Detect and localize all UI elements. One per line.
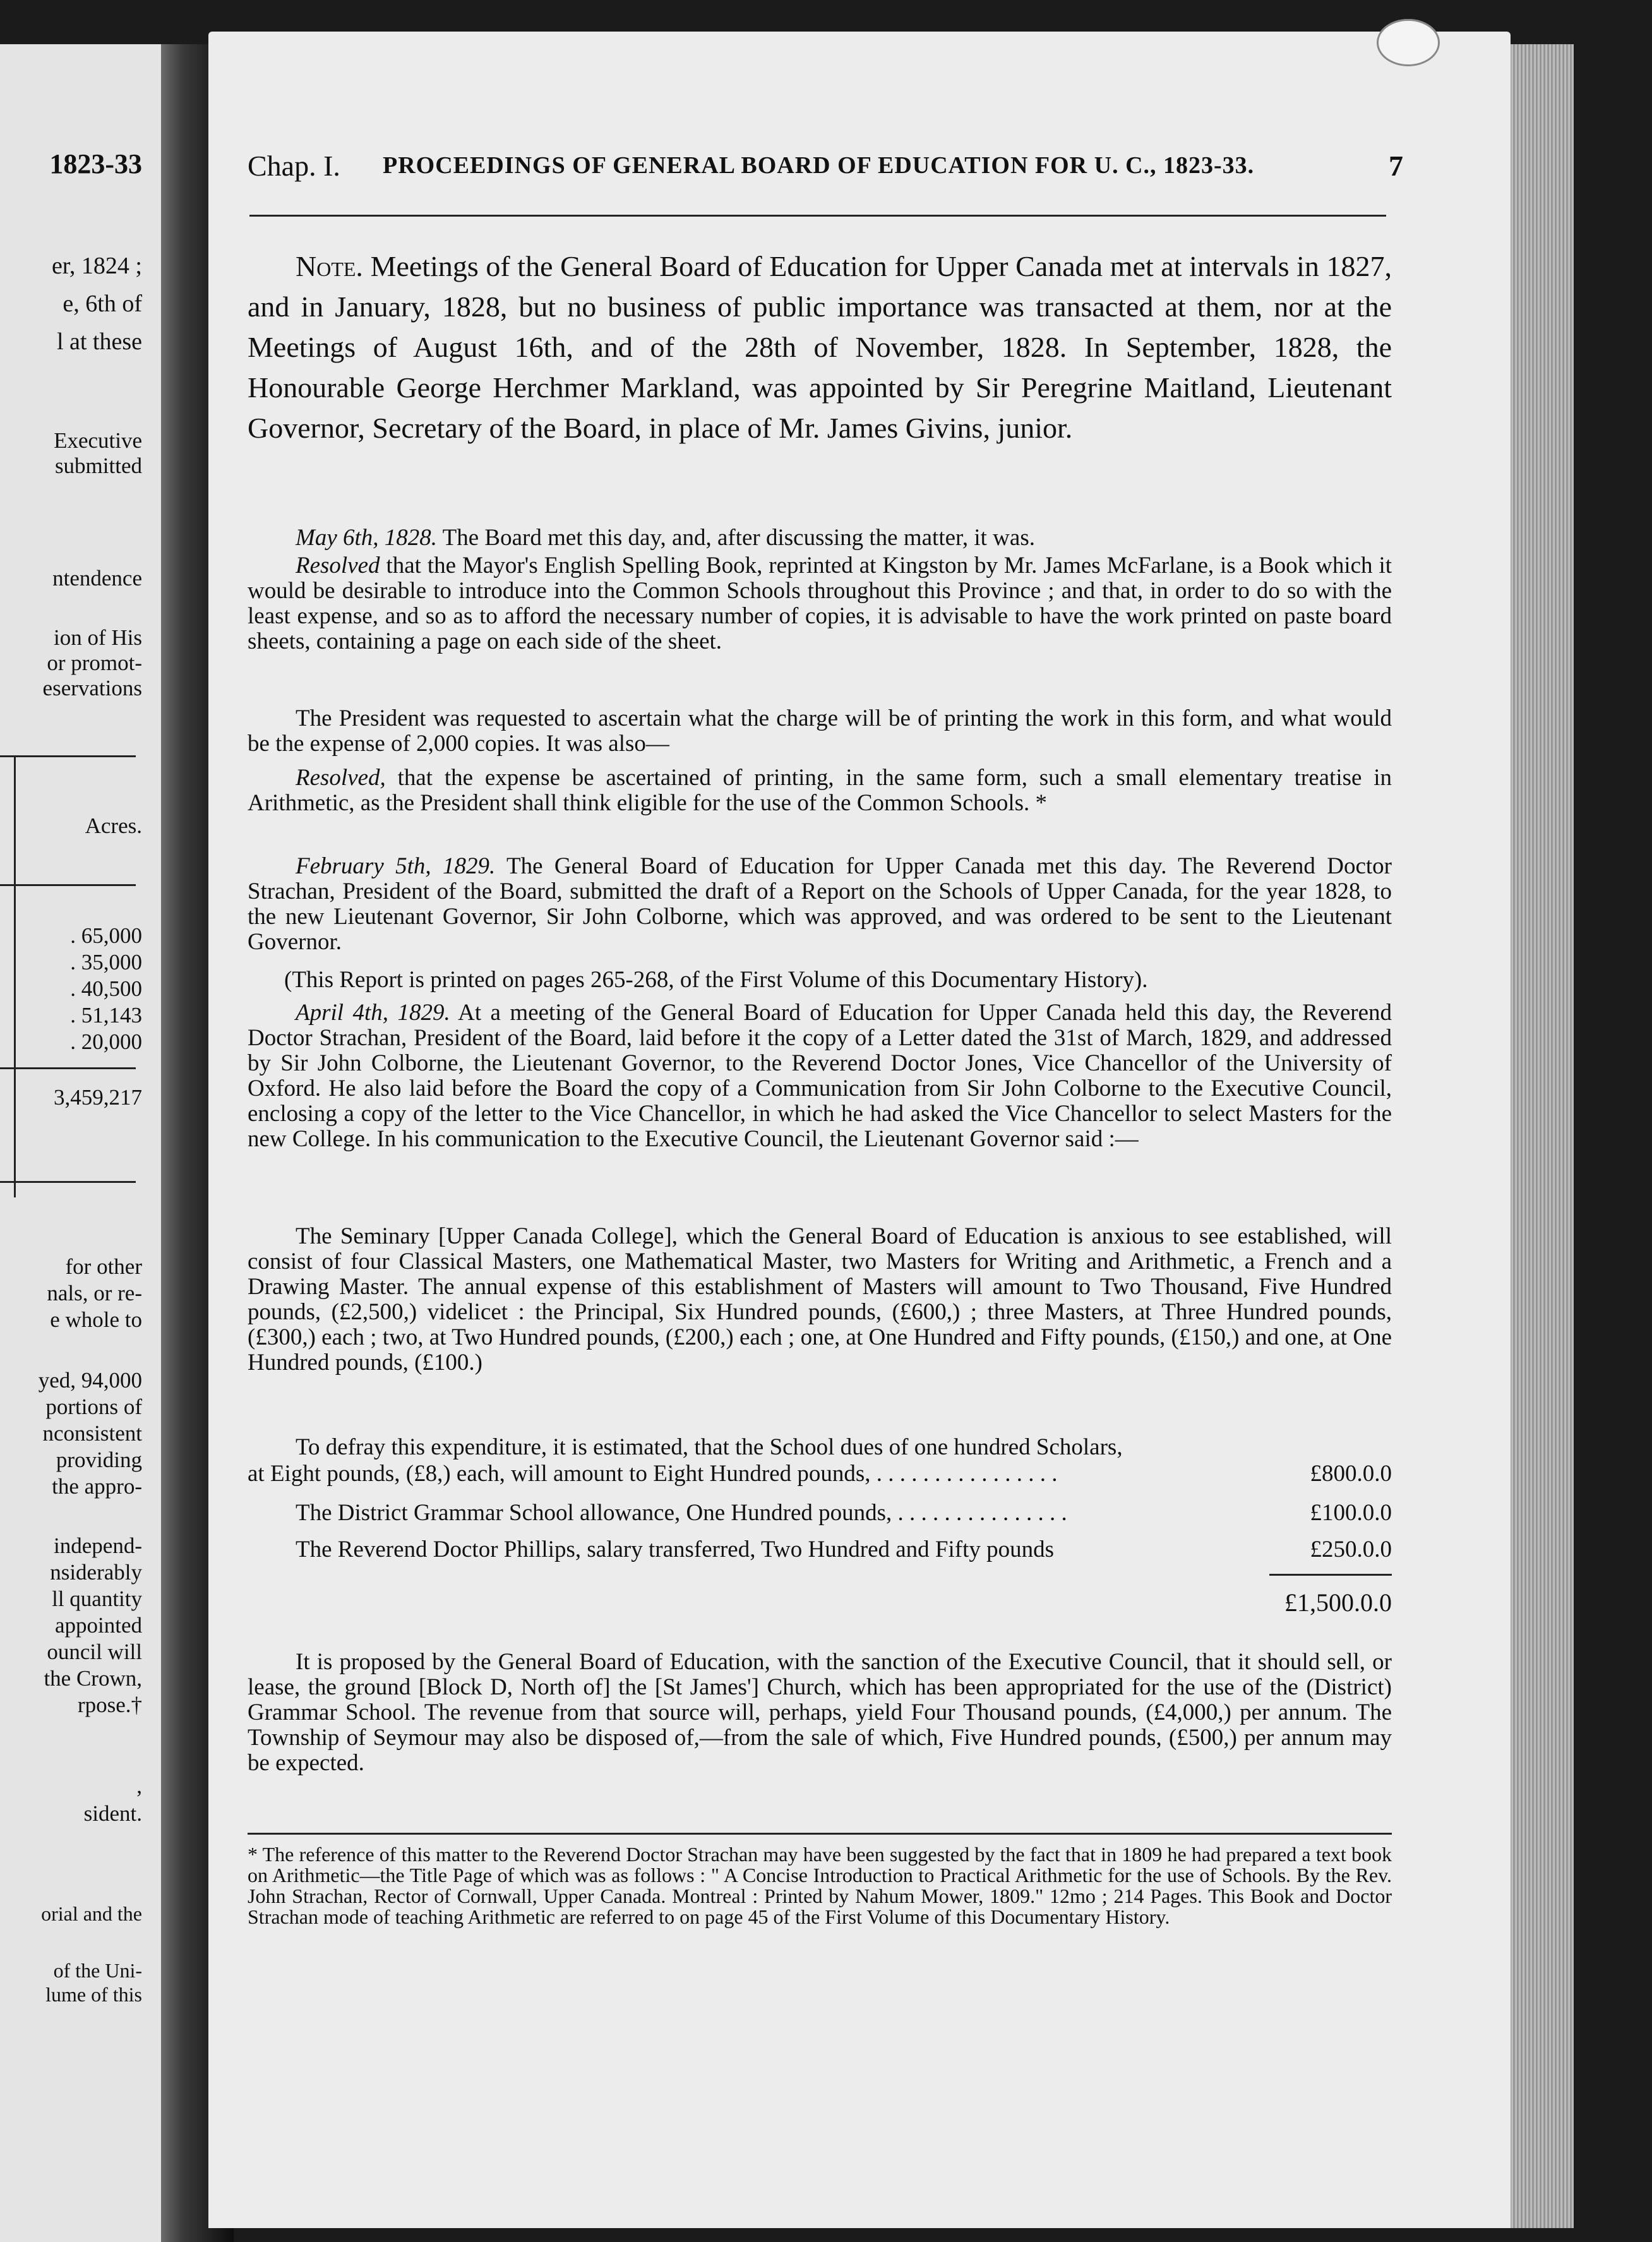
- left-page-line: l at these: [56, 328, 142, 355]
- minute-text: The General Board of Education for Upper Canada met this day. The Reverend Doctor Strachan, President of the Board, submitted the draft of a Report on the Schools of Upper Canada, for the year 1828, to the new Lieutenant Governor, Sir John Colborne, which was approved, and was ordered to be sent to the Lieutenant Governor.: [248, 853, 1392, 955]
- running-title: PROCEEDINGS OF GENERAL BOARD OF EDUCATION FOR U. C., 1823-33.: [383, 152, 1255, 179]
- left-page-line: of the Uni-: [53, 1959, 142, 1982]
- page-number: 7: [1389, 150, 1403, 182]
- proposal-paragraph: It is proposed by the General Board of Education, with the sanction of the Executive Council, that it should sell, or lease, the ground [Block D, North of] the [St James'] Church, which has been appropriated for the use of the (District) Grammar School. The revenue from that source will, perhaps, yield Four Thousand pounds, (£4,000,) per annum. The Township of Seymour may also be disposed of,—from the sale of which, Five Hundred pounds, (£500,) per annum may be expected.: [248, 1649, 1392, 1776]
- president-request-paragraph: The President was requested to ascertain what the charge will be of printing the work in this form, and what would be the expense of 2,000 copies. It was also—: [248, 705, 1392, 757]
- ledger-row: [248, 1536, 1392, 1564]
- ledger-row: [248, 1460, 1392, 1488]
- left-page-line: nsiderably: [50, 1560, 142, 1585]
- chapter-label: Chap. I.: [248, 150, 340, 182]
- left-page-line: appointed: [54, 1613, 142, 1638]
- note-paragraph: [248, 246, 1392, 448]
- ledger-amount: £100.0.0: [1310, 1500, 1392, 1526]
- left-page-line: ,: [136, 1773, 142, 1798]
- ledger-total: £1,500.0.0: [1284, 1588, 1392, 1617]
- left-page-line: e, 6th of: [63, 291, 142, 317]
- minute-feb-1829: [248, 854, 1392, 955]
- left-page-line: lume of this: [45, 1983, 142, 2006]
- footnote: * The reference of this matter to the Reverend Doctor Strachan may have been suggested by the fact that in 1809 he had prepared a text book on Arithmetic—the Title Page of which was as follows : " A Concise Introduction to Practical Arithmetic for the use of Schools. By the Rev. John Strachan, Rector of Cornwall, Upper Canada. Montreal : Printed by Nahum Mower, 1809." 12mo ; 214 Pages. This Book and Doctor Strachan mode of teaching Arithmetic are referred to on page 45 of the First Volume of this Documentary History.: [248, 1843, 1392, 1928]
- left-page-line: er, 1824 ;: [51, 253, 142, 279]
- left-page-line: yed, 94,000: [38, 1368, 142, 1393]
- left-page-line: the appro-: [52, 1474, 142, 1499]
- left-page-line: orial and the: [41, 1902, 142, 1925]
- ledger-label: The District Grammar School allowance, One Hundred pounds, . . . . . . . . . . . . . . .: [296, 1500, 1067, 1526]
- minute-date: May 6th, 1828.: [296, 525, 438, 551]
- left-page-line: sident.: [83, 1801, 142, 1826]
- left-table-cell: . 20,000: [70, 1029, 142, 1054]
- left-page-line: ouncil will: [47, 1640, 142, 1664]
- running-head: [248, 149, 1403, 187]
- ledger-amount: £250.0.0: [1310, 1537, 1392, 1562]
- left-table-rule-head: [0, 884, 136, 886]
- resolved-label: Resolved: [296, 553, 380, 578]
- page-edges: [1511, 44, 1574, 2228]
- ledger-label: at Eight pounds, (£8,) each, will amount to Eight Hundred pounds, . . . . . . . . . . . . . . . .: [248, 1461, 1058, 1487]
- left-table-rule-top: [0, 755, 136, 757]
- left-page-line: ion of His: [54, 625, 142, 650]
- left-facing-page: [0, 44, 161, 2242]
- left-page-line: providing: [56, 1448, 142, 1472]
- ledger-sum-rule: [1269, 1574, 1392, 1576]
- left-table-header: Acres.: [85, 813, 142, 838]
- defray-paragraph: To defray this expenditure, it is estimated, that the School dues of one hundred Scholars,: [296, 1434, 1123, 1460]
- minute-text: At a meeting of the General Board of Education for Upper Canada held this day, the Reverend Doctor Strachan, President of the Board, laid before it the copy of a Letter dated the 31st of March, 1829, and addressed by Sir John Colborne, the Lieutenant Governor, to the Reverend Doctor Jones, Vice Chancellor of the University of Oxford. He also laid before the Board the copy of a Communication from Sir John Colborne to the Executive Council, enclosing a copy of the letter to the Vice Chancellor, in which he had asked the Vice Chancellor to select Masters for the new College. In his communication to the Executive Council, the Lieutenant Governor said :—: [248, 1000, 1392, 1152]
- left-page-line: ll quantity: [52, 1586, 142, 1611]
- left-page-line: e whole to: [50, 1307, 142, 1332]
- header-rule: [249, 215, 1386, 217]
- left-table-total: 3,459,217: [54, 1085, 142, 1110]
- left-page-line: the Crown,: [44, 1666, 142, 1691]
- minute-date: February 5th, 1829.: [296, 853, 496, 879]
- ledger-label: The Reverend Doctor Phillips, salary transferred, Two Hundred and Fifty pounds: [296, 1537, 1055, 1562]
- resolution-spelling-book: [248, 553, 1392, 654]
- resolution-arithmetic: [248, 765, 1392, 816]
- left-page-line: portions of: [45, 1394, 142, 1419]
- left-page-line: ntendence: [52, 566, 142, 590]
- ledger-row: [248, 1499, 1392, 1527]
- note-label: Note.: [296, 250, 363, 282]
- resolved-label: Resolved,: [296, 765, 386, 791]
- left-table-cell: . 51,143: [70, 1003, 142, 1028]
- left-table-column-rule: [14, 755, 16, 1197]
- ledger-amount: £800.0.0: [1310, 1461, 1392, 1487]
- left-table-rule-bottom: [0, 1181, 136, 1183]
- left-table-cell: . 40,500: [70, 976, 142, 1001]
- note-text: Meetings of the General Board of Education for Upper Canada met at intervals in 1827, and in January, 1828, but no business of public importance was transacted at them, nor at the Meetings of August 16th, and of the 28th of November, 1828. In September, 1828, the Honourable George Herchmer Markland, was appointed by Sir Peregrine Maitland, Lieutenant Governor, Secretary of the Board, in place of Mr. James Givins, junior.: [248, 250, 1392, 444]
- minute-may-1828: [248, 525, 1392, 551]
- left-page-line: independ-: [54, 1533, 142, 1558]
- left-page-header: 1823-33: [49, 148, 142, 179]
- report-reference-note: (This Report is printed on pages 265-268, of the First Volume of this Documentary History).: [284, 967, 1148, 993]
- footnote-rule: [248, 1833, 1392, 1835]
- minute-text: The Board met this day, and, after discussing the matter, it was.: [442, 525, 1035, 551]
- left-page-line: eservations: [42, 676, 142, 700]
- left-page-line: for other: [65, 1254, 142, 1279]
- left-page-line: rpose.†: [77, 1693, 142, 1717]
- paper-blot: [1377, 19, 1440, 66]
- seminary-paragraph: The Seminary [Upper Canada College], which the General Board of Education is anxious to see established, will consist of four Classical Masters, one Mathematical Master, two Masters for Writing and Arithmetic, a French and a Drawing Master. The annual expense of this establishment of Masters will amount to Two Thousand, Five Hundred pounds, (£2,500,) videlicet : the Principal, Six Hundred pounds, (£600,) ; three Masters, at Three Hundred pounds, (£300,) each ; two, at Two Hundred pounds, (£200,) each ; one, at One Hundred and Fifty pounds, (£150,) and one, at One Hundred pounds, (£100.): [248, 1223, 1392, 1376]
- minute-apr-1829: [248, 1000, 1392, 1152]
- minute-date: April 4th, 1829.: [296, 1000, 450, 1026]
- left-page-line: Executive: [54, 428, 142, 453]
- resolution-text: that the expense be ascertained of printing, in the same form, such a small elementary treatise in Arithmetic, as the President shall think eligible for the use of the Common Schools. *: [248, 765, 1392, 816]
- left-page-line: or promot-: [47, 650, 142, 675]
- left-table-cell: . 35,000: [70, 950, 142, 974]
- left-page-line: nals, or re-: [47, 1281, 142, 1305]
- left-table-cell: . 65,000: [70, 923, 142, 948]
- left-page-line: submitted: [54, 453, 142, 478]
- resolution-text: that the Mayor's English Spelling Book, reprinted at Kingston by Mr. James McFarlane, is a Book which it would be desirable to introduce into the Common Schools throughout this Province ; and that, in order to do so with the least expense, and so as to afford the necessary number of copies, it is advisable to have the work printed on paste board sheets, containing a page on each side of the sheet.: [248, 553, 1392, 654]
- left-page-line: nconsistent: [42, 1421, 142, 1446]
- left-table-rule-sum: [0, 1067, 136, 1069]
